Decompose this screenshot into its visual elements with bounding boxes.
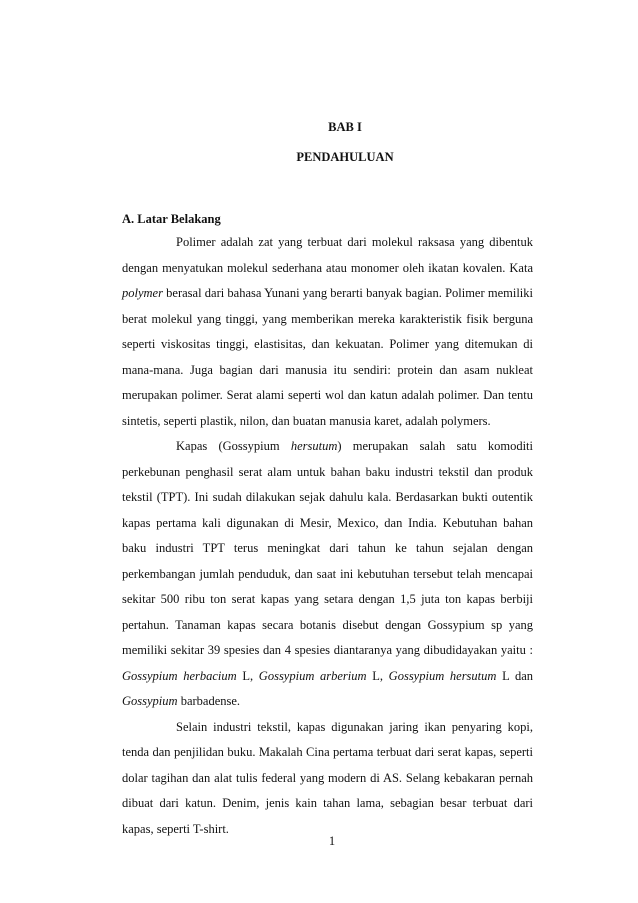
text-run: berasal dari bahasa Yunani yang berarti banyak bagian. Polimer memiliki berat molekul yang tinggi, yang memberikan mereka karakteristik fisik berguna seperti viskositas tinggi, elastisitas, dan kekuatan. Polimer yang ditemukan di mana-mana. Juga bagian dari manusia itu sendiri: protein dan asam nukleat merupakan polimer. Serat alami seperti wol dan katun adalah polimer. Dan tentu sintetis, seperti plastik, nilon, dan buatan manusia karet, adalah polymers. [122, 286, 533, 428]
paragraph-kapas [122, 434, 533, 715]
text-run: L, [236, 668, 259, 683]
italic-term: Gossypium herbacium [122, 668, 237, 683]
italic-term: Gossypium arberium [258, 668, 367, 683]
paragraph-kegunaan-kapas [122, 715, 533, 843]
text-run: Polimer adalah zat yang terbuat dari molekul raksasa yang dibentuk dengan menyatukan molekul sederhana atau monomer oleh ikatan kovalen. Kata [122, 235, 533, 275]
italic-term: Gossypium hersutum [388, 668, 497, 683]
text-run: L dan [496, 668, 533, 683]
italic-term: polymer [122, 286, 163, 300]
text-run: barbadense. [177, 694, 241, 708]
chapter-number: BAB I [328, 120, 362, 134]
body-text [122, 230, 533, 842]
text-run: ) merupakan salah satu komoditi perkebunan penghasil serat alam untuk bahan baku industri tekstil dan produk tekstil (TPT). Ini sudah dilakukan sejak dahulu kala. Berdasarkan bukti outentik kapas pertama kali digunakan di Mesir, Mexico, dan India. Kebutuhan bahan baku industri TPT terus meningkat dari tahun ke tahun sejalan dengan perkembangan jumlah penduduk, dan saat ini kebutuhan tersebut telah mencapai sekitar 500 ribu ton serat kapas yang setara dengan 1,5 juta ton kapas berbiji pertahun. Tanaman kapas secara botanis disebut dengan Gossypium sp yang memiliki sekitar 39 spesies dan 4 spesies diantaranya yang dibudidayakan yaitu : [122, 439, 533, 657]
page-number: 1 [328, 834, 336, 848]
italic-term: Gossypium [122, 694, 178, 708]
italic-term: hersutum [290, 439, 338, 453]
paragraph-polimer [122, 230, 533, 434]
section-title: A. Latar Belakang [122, 212, 221, 226]
text-run: L, [366, 668, 389, 683]
chapter-title: PENDAHULUAN [296, 150, 394, 164]
text-run: Kapas (Gossypium [176, 439, 291, 453]
text-run: Selain industri tekstil, kapas digunakan jaring ikan penyaring kopi, tenda dan penjilidan buku. Makalah Cina pertama terbuat dari serat kapas, seperti dolar tagihan dan alat tulis federal yang modern di AS. Selang kebakaran pernah dibuat dari katun. Denim, jenis kain tahan lama, sebagian besar terbuat dari kapas, seperti T-shirt. [122, 719, 533, 836]
